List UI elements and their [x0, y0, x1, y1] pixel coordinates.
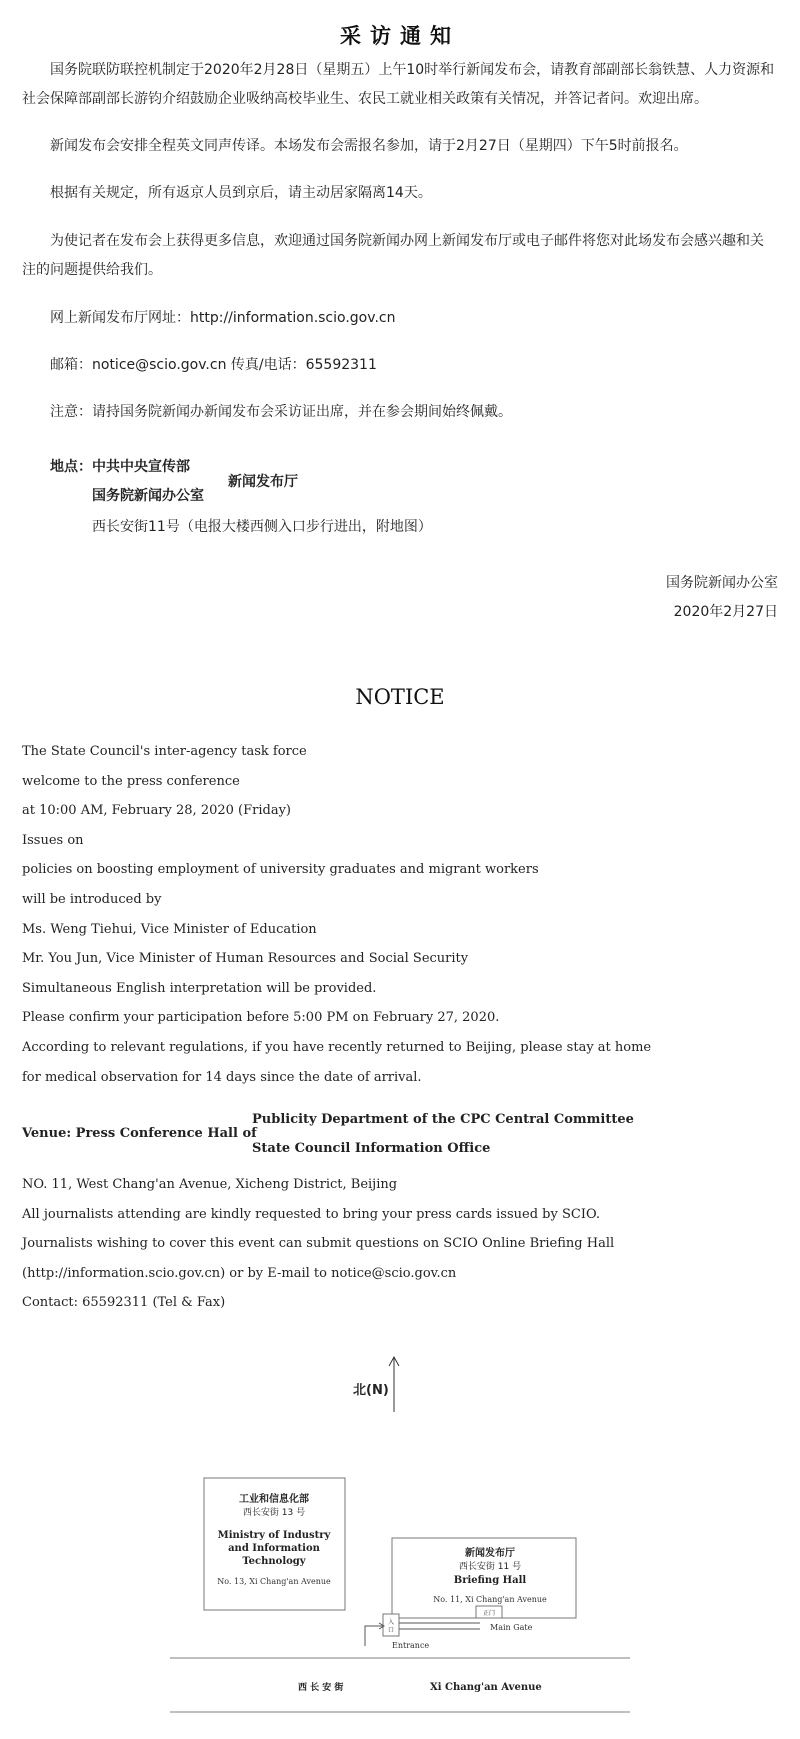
entrance-label-en: Entrance	[392, 1641, 430, 1650]
en-line: for medical observation for 14 days since the date of arrival.	[22, 1069, 422, 1085]
en-line: Simultaneous English interpretation will be provided.	[22, 980, 377, 996]
cn-paragraph-interpretation: 新闻发布会安排全程英文同声传译。本场发布会需报名参加，请于2月27日（星期四）下午5时前报名。	[50, 138, 688, 154]
en-closing-line: Journalists wishing to cover this event can submit questions on SCIO Online Briefing Hall	[22, 1236, 615, 1251]
cn-venue-org-2: 国务院新闻办公室	[92, 488, 204, 504]
cn-paragraph-questions: 为使记者在发布会上获得更多信息，欢迎通过国务院新闻办网上新闻发布厅或电子邮件将您对此场发布会感兴趣和关注的问题提供给我们。	[22, 233, 764, 278]
road-name-en: Xi Chang'an Avenue	[430, 1682, 542, 1693]
en-closing-line: (http://information.scio.gov.cn) or by E-mail to notice@scio.gov.cn	[22, 1266, 457, 1281]
location-map	[160, 1350, 640, 1730]
main-gate-label-cn: 正门	[482, 1610, 496, 1617]
building-miit-name-en-2: and Information	[228, 1543, 320, 1554]
briefing-hall-name-cn: 新闻发布厅	[465, 1548, 515, 1559]
en-venue-org-2: State Council Information Office	[252, 1141, 491, 1156]
briefing-hall-address-en: No. 11, Xi Chang'an Avenue	[433, 1595, 547, 1604]
en-line: will be introduced by	[22, 891, 162, 907]
en-line: Mr. You Jun, Vice Minister of Human Resources and Social Security	[22, 951, 469, 967]
cn-paragraph-quarantine: 根据有关规定，所有返京人员到京后，请主动居家隔离14天。	[50, 185, 432, 201]
en-line: Ms. Weng Tiehui, Vice Minister of Education	[22, 921, 317, 937]
entrance-label-cn-1: 入	[387, 1619, 395, 1626]
building-miit-name-en-1: Ministry of Industry	[217, 1530, 331, 1541]
briefing-hall-name-en: Briefing Hall	[453, 1575, 527, 1586]
cn-paragraph-announcement: 国务院联防联控机制定于2020年2月28日（星期五）上午10时举行新闻发布会，请教育部副部长翁铁慧、人力资源和社会保障部副部长游钧介绍鼓励企业吸纳高校毕业生、农民工就业相关政策有关情况，并答记者问。欢迎出席。	[22, 62, 775, 107]
cn-paragraph-website: 网上新闻发布厅网址：http://information.scio.gov.cn	[50, 310, 396, 326]
en-line: Issues on	[22, 832, 84, 848]
en-closing-line: All journalists attending are kindly requested to bring your press cards issued by SCIO.	[22, 1207, 600, 1222]
en-venue-label: Venue: Press Conference Hall of	[22, 1126, 257, 1141]
en-line: policies on boosting employment of university graduates and migrant workers	[22, 862, 539, 878]
building-miit-name-cn: 工业和信息化部	[239, 1494, 309, 1505]
road-name-cn: 西 长 安 街	[298, 1683, 344, 1693]
cn-venue-org-1: 中共中央宣传部	[92, 459, 190, 475]
cn-venue-address: 西长安街11号（电报大楼西侧入口步行进出，附地图）	[92, 519, 432, 535]
cn-notice-title: 采访通知	[340, 24, 460, 48]
en-contact-line: Contact: 65592311 (Tel & Fax)	[22, 1295, 226, 1310]
building-miit-name-en-3: Technology	[242, 1556, 306, 1567]
main-gate-label-en: Main Gate	[490, 1623, 533, 1632]
building-miit-address-cn: 西长安街 13 号	[242, 1508, 306, 1518]
en-line: According to relevant regulations, if you have recently returned to Beijing, please stay at home	[22, 1039, 652, 1055]
en-line: at 10:00 AM, February 28, 2020 (Friday)	[22, 803, 291, 819]
cn-venue-hall: 新闻发布厅	[228, 474, 298, 490]
building-miit-address-en: No. 13, Xi Chang'an Avenue	[217, 1577, 331, 1586]
briefing-hall-address-cn: 西长安街 11 号	[458, 1562, 522, 1572]
en-line: The State Council's inter-agency task force	[22, 744, 307, 759]
entrance-label-cn-2: 口	[387, 1627, 395, 1634]
en-venue-address: NO. 11, West Chang'an Avenue, Xicheng District, Beijing	[22, 1177, 398, 1192]
cn-paragraph-press-card: 注意：请持国务院新闻办新闻发布会采访证出席，并在参会期间始终佩戴。	[50, 404, 512, 420]
cn-venue-label: 地点：	[50, 459, 92, 475]
cn-paragraph-contact: 邮箱：notice@scio.gov.cn 传真/电话：65592311	[50, 357, 377, 373]
en-notice-body	[22, 737, 782, 1092]
walking-route-line	[365, 1626, 383, 1646]
en-notice-title: NOTICE	[355, 685, 445, 709]
en-line: Please confirm your participation before 5:00 PM on February 27, 2020.	[22, 1010, 500, 1026]
en-venue-org-1: Publicity Department of the CPC Central Committee	[252, 1112, 634, 1127]
cn-signature-org: 国务院新闻办公室	[666, 575, 778, 591]
en-line: welcome to the press conference	[22, 773, 240, 789]
north-label: 北(N)	[353, 1383, 389, 1398]
cn-signature-date: 2020年2月27日	[673, 604, 778, 620]
